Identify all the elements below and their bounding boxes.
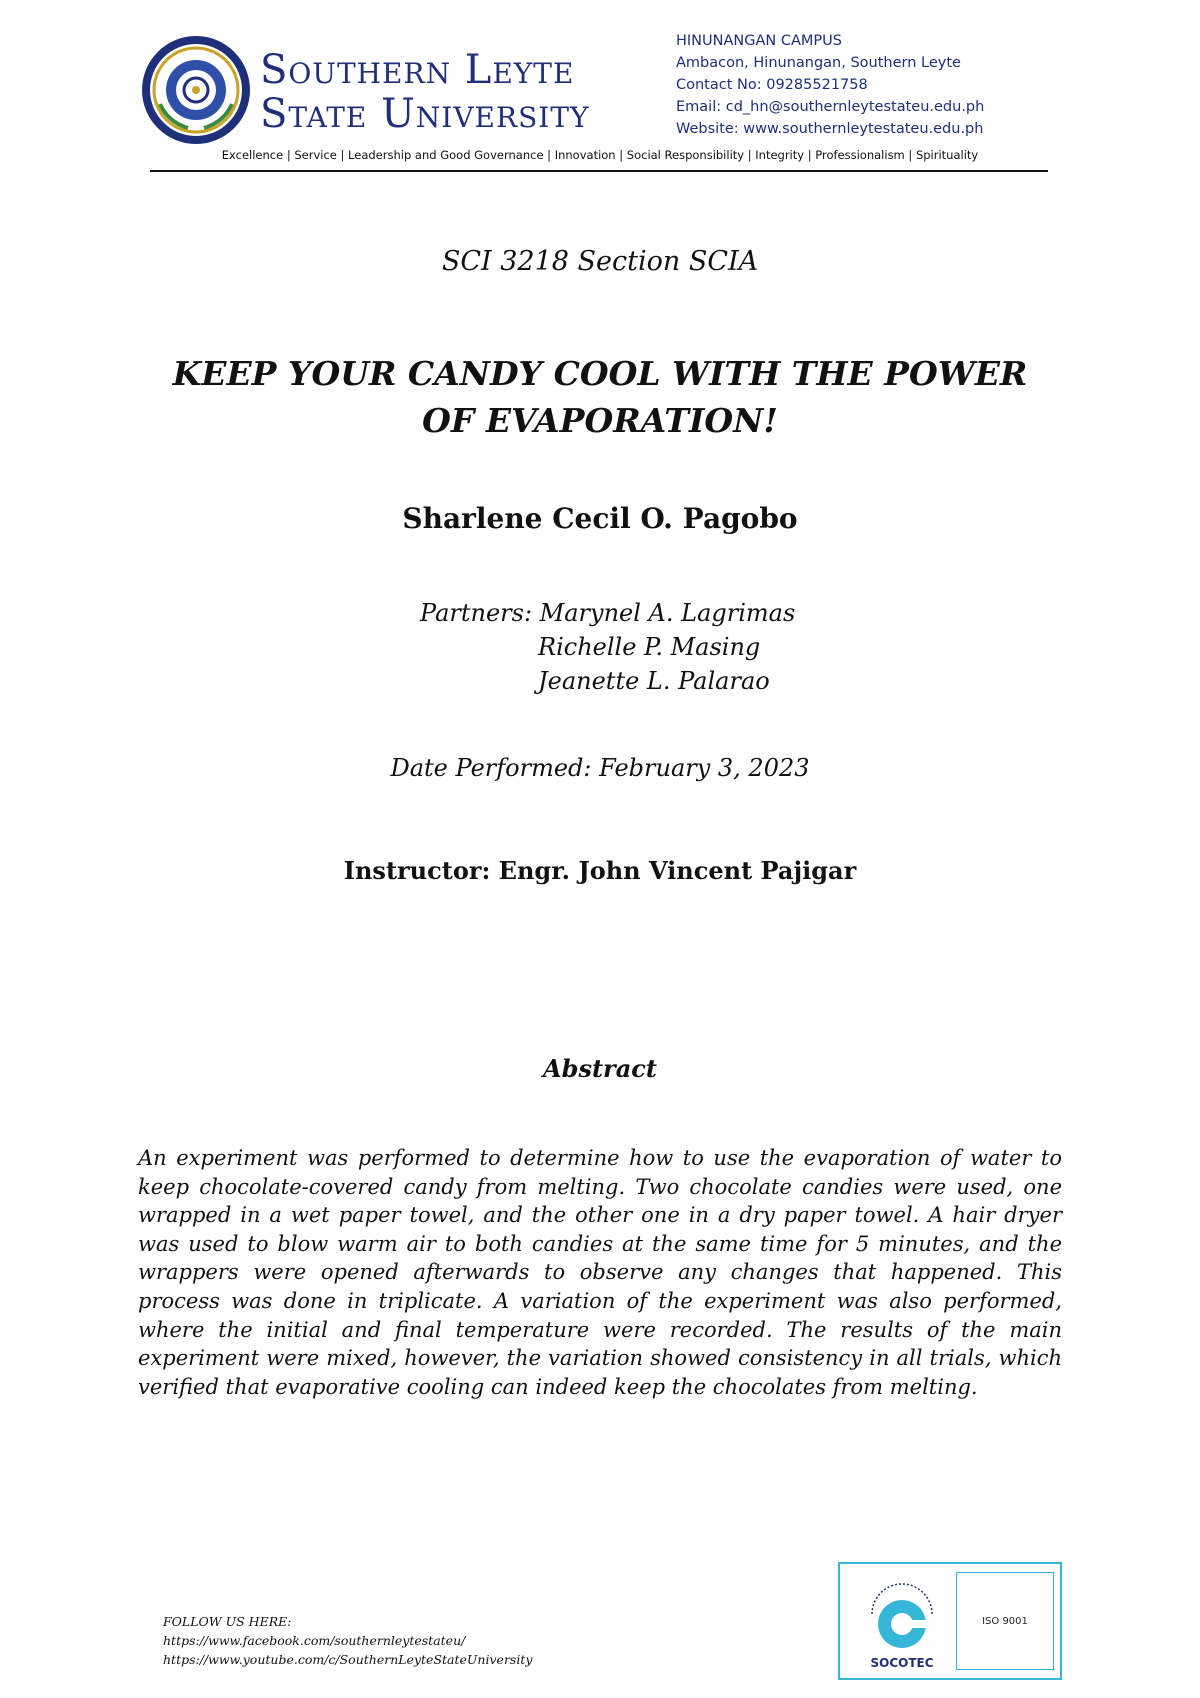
abstract-body: An experiment was performed to determine how to use the evaporation of water to keep chocolate-covered candy from melting. Two chocolate candies were used, one wrapped in a wet paper towel, and the other one in a dry paper towel. A hair dryer was used to blow warm air to both candies at the same time for 5 minutes, and the wrappers were opened afterwards to observe any changes that happened. This process was done in triplicate. A variation of the experiment was also performed, where the initial and final temperature were recorded. The results of the main experiment were mixed, however, the variation showed consistency in all trials, which verified that evaporative cooling can indeed keep the chocolates from melting.: [138, 1146, 1062, 1399]
partner-name: Richelle P. Masing: [538, 633, 761, 661]
university-name-line1: Southern Leyte: [260, 47, 575, 93]
university-name-line2: State University: [260, 91, 590, 137]
abstract-heading: Abstract: [543, 1054, 657, 1083]
campus-email: Email: cd_hn@southernleytestateu.edu.ph: [676, 99, 985, 115]
certification-brand: SOCOTEC: [870, 1656, 934, 1670]
campus-name: HINUNANGAN CAMPUS: [676, 33, 842, 49]
core-values: Excellence | Service | Leadership and Good Governance | Innovation | Social Responsibility | Integrity | Professionalism | Spirituality: [221, 148, 979, 162]
university-seal-icon: [140, 34, 252, 146]
campus-address: Ambacon, Hinunangan, Southern Leyte: [676, 55, 961, 71]
course-section: SCI 3218 Section SCIA: [441, 246, 759, 277]
iso-standard: ISO 9001: [956, 1572, 1054, 1670]
youtube-link[interactable]: https://www.youtube.com/c/SouthernLeyteStateUniversity: [163, 1652, 533, 1667]
certification-badge: [838, 1562, 1062, 1680]
follow-label: FOLLOW US HERE:: [163, 1614, 292, 1629]
campus-info: [676, 30, 984, 140]
header-divider: [150, 170, 1048, 172]
partners-block: [420, 596, 795, 698]
university-name: [260, 48, 589, 136]
document-title: KEEP YOUR CANDY COOL WITH THE POWER OF EVAPORATION!: [172, 354, 1028, 440]
partner-name: Marynel A. Lagrimas: [539, 599, 796, 627]
partners-label: Partners:: [420, 599, 540, 627]
author-name: Sharlene Cecil O. Pagobo: [402, 502, 798, 535]
social-links: [163, 1612, 532, 1669]
facebook-link[interactable]: https://www.facebook.com/southernleytestateu/: [163, 1633, 466, 1648]
instructor-name: Instructor: Engr. John Vincent Pajigar: [343, 856, 857, 885]
partner-name: Jeanette L. Palarao: [538, 667, 770, 695]
date-performed: Date Performed: February 3, 2023: [390, 754, 810, 782]
campus-website: Website: www.southernleytestateu.edu.ph: [676, 121, 984, 137]
campus-contact: Contact No: 09285521758: [676, 77, 868, 93]
